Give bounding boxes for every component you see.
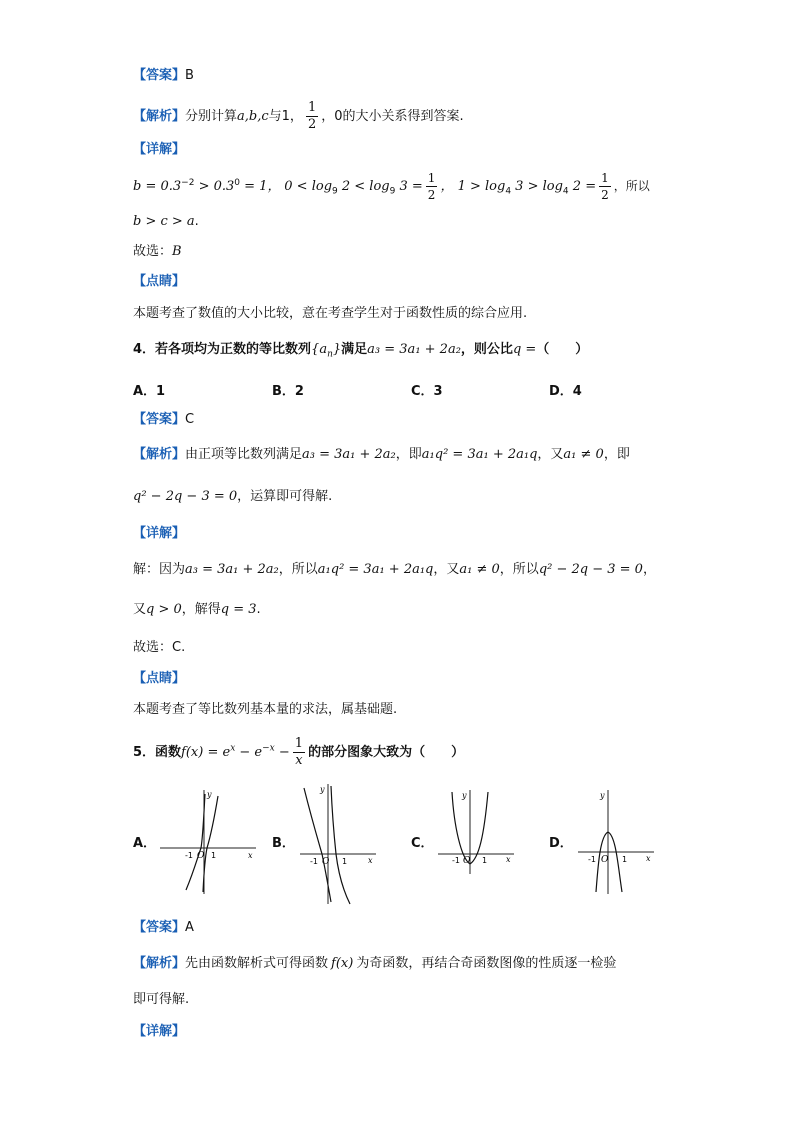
denominator: 2 (307, 117, 317, 132)
math (181, 745, 290, 760)
q5-detail-tag-line (133, 1022, 185, 1042)
fraction (599, 170, 611, 203)
q5-graph-d (576, 786, 656, 896)
math: 2 = (568, 179, 597, 194)
exponent: −2 (181, 178, 195, 188)
tick-1: 1 (211, 851, 217, 860)
numerator: 1 (307, 100, 317, 115)
math: q² − 2q − 3 = 0 (538, 562, 643, 577)
origin-label: O (601, 855, 609, 865)
tick-neg1: -1 (452, 856, 460, 865)
x-label: x (248, 851, 253, 860)
math: a₃ = 3a₁ + 2a₂ (185, 562, 279, 577)
text: 故选： (133, 244, 173, 259)
numerator: 1 (601, 171, 609, 185)
tick-neg1: -1 (185, 851, 193, 860)
q5-analysis-line2 (133, 990, 189, 1010)
q3-detail-tag-line (133, 140, 185, 160)
text: ，所以 (499, 562, 539, 577)
math: B (172, 244, 182, 259)
exponent: 0 (234, 178, 241, 188)
q5-stem (133, 736, 464, 769)
q4-detail-tag-line (133, 524, 185, 544)
text: ，所以 (613, 179, 650, 193)
q5-graph-a (158, 786, 258, 896)
text: （ ） (536, 342, 589, 357)
text: ，即 (603, 447, 630, 462)
denominator: 2 (601, 188, 609, 202)
math: q > 0 (146, 602, 182, 617)
exponent: x (230, 743, 236, 754)
tick-1: 1 (622, 855, 628, 864)
q5-option-c-label: C． (411, 836, 434, 851)
math: 3 = (395, 179, 423, 194)
q4-option-d: D．4 (549, 384, 582, 399)
tick-1: 1 (482, 856, 488, 865)
q3-comment-line (133, 304, 527, 324)
math: b > c > a (133, 214, 195, 229)
comment-tag: 【点睛】 (133, 274, 186, 289)
curve-left (186, 794, 205, 890)
subscript: 9 (389, 186, 396, 197)
comment-tag: 【点睛】 (133, 671, 186, 686)
q3-answer-line (133, 66, 194, 86)
text: ，0的大小关系得到答案. (321, 109, 464, 124)
numerator: 1 (427, 171, 436, 185)
text: 又 (133, 602, 147, 617)
text: 即可得解. (133, 992, 190, 1007)
text: ，即 (395, 447, 422, 462)
text: . (194, 214, 199, 229)
q4-comment-tag-line (133, 669, 185, 689)
math: a₁ ≠ 0 (459, 562, 500, 577)
tick-neg1: -1 (310, 857, 318, 866)
text: 解：因为 (133, 562, 186, 577)
text: 由正项等比数列满足 (185, 447, 303, 462)
text: 为奇函数，再结合奇函数图像的性质逐一检验 (356, 956, 617, 971)
text: 本题考查了数值的大小比较，意在考查学生对于函数性质的综合应用. (133, 306, 528, 321)
q4-answer-line (133, 410, 194, 430)
curve-right (331, 786, 350, 904)
math-part: {a (311, 342, 328, 357)
answer-value: B (185, 68, 194, 83)
q3-detail-line1 (133, 170, 650, 203)
text: ，运算即可得解. (237, 489, 333, 504)
text: ，又 (433, 562, 460, 577)
detail-tag: 【详解】 (133, 1024, 186, 1039)
math: a₁q² = 3a₁ + 2a₁q (317, 562, 434, 577)
fraction (293, 736, 305, 769)
q4-option-a: A．1 (133, 384, 166, 399)
math: q = 3 (220, 602, 257, 617)
origin-label: O (197, 851, 205, 861)
subscript: n (327, 349, 333, 360)
q3-comment-tag-line (133, 272, 185, 292)
detail-tag: 【详解】 (133, 526, 186, 541)
math: 2 < log (337, 179, 390, 194)
text: 4．若各项均为正数的等比数列 (133, 342, 312, 357)
q5-graph-c (436, 786, 516, 876)
math: a₁ ≠ 0 (563, 447, 604, 462)
math: a₃ = 3a₁ + 2a₂ (302, 447, 396, 462)
math-part: } (332, 342, 342, 357)
q4-option-c: C．3 (411, 384, 443, 399)
text: 5．函数 (133, 745, 182, 760)
math: q = (512, 342, 537, 357)
text: ，又 (537, 447, 564, 462)
answer-value: C (185, 412, 195, 427)
y-label: y (600, 791, 605, 800)
subscript: 4 (562, 186, 569, 197)
subscript: 9 (332, 186, 338, 197)
text: . (256, 602, 261, 617)
q3-analysis-line (133, 100, 464, 133)
math: = 1， (240, 179, 281, 194)
math: > 0.3 (194, 179, 235, 194)
q5-answer-line (133, 918, 194, 938)
origin-label: O (322, 857, 330, 867)
text: 的部分图象大致为（ ） (308, 745, 465, 760)
text: 故选：C. (133, 640, 186, 655)
text: 本题考查了等比数列基本量的求法，属基础题. (133, 702, 398, 717)
math: ， 1 > log (440, 179, 506, 194)
text: 与1， (268, 109, 303, 124)
text: 分别计算 (185, 109, 238, 124)
y-label: y (462, 791, 467, 800)
q4-option-b: B．2 (272, 384, 304, 399)
q4-analysis-line2 (133, 487, 332, 507)
answer-value: A (185, 920, 194, 935)
q5-option-a-label: A． (133, 836, 157, 851)
q5-graph-b (298, 780, 378, 906)
answer-tag: 【答案】 (133, 920, 186, 935)
x-label: x (506, 855, 511, 864)
math: b = 0.3 (133, 179, 182, 194)
analysis-tag: 【解析】 (133, 447, 186, 462)
q5-option-b-label: B． (272, 836, 295, 851)
text: 满足 (341, 342, 368, 357)
math-part: − (274, 745, 290, 760)
q5-analysis-line1 (133, 954, 616, 974)
q4-comment-line (133, 700, 397, 720)
text: ， (642, 562, 656, 577)
q4-stem (133, 340, 588, 365)
math: f(x) (331, 956, 354, 971)
denominator: 2 (427, 188, 436, 202)
q4-detail-line2 (133, 600, 261, 620)
math: a,b,c (237, 109, 269, 124)
math: a₃ = 3a₁ + 2a₂ (367, 342, 461, 357)
curve-right (203, 796, 218, 892)
q4-detail-line1 (133, 560, 656, 580)
analysis-tag: 【解析】 (133, 109, 186, 124)
y-label: y (320, 785, 325, 794)
analysis-tag: 【解析】 (133, 956, 186, 971)
q4-choose-line (133, 638, 185, 658)
x-label: x (368, 856, 373, 865)
q4-analysis-line1 (133, 445, 630, 465)
text: ，所以 (278, 562, 318, 577)
q5-option-d-label: D． (549, 836, 573, 851)
text: 先由函数解析式可得函数 (185, 956, 329, 971)
fraction (426, 170, 438, 203)
fraction (306, 100, 318, 133)
answer-tag: 【答案】 (133, 412, 186, 427)
math: q² − 2q − 3 = 0 (133, 489, 238, 504)
text: ，则公比 (460, 342, 513, 357)
math-part: − e (235, 745, 263, 760)
q3-detail-line2 (133, 212, 199, 232)
math: 3 > log (511, 179, 563, 194)
exponent: −x (262, 743, 275, 754)
text: ，解得 (181, 602, 221, 617)
numerator: 1 (294, 736, 304, 751)
tick-1: 1 (342, 857, 348, 866)
subscript: 4 (505, 186, 512, 197)
curve (596, 832, 622, 892)
q3-choose-line (133, 242, 182, 262)
answer-tag: 【答案】 (133, 68, 186, 83)
math (311, 342, 342, 360)
curve-left (304, 788, 331, 902)
origin-label: O (463, 856, 471, 866)
math-part: f(x) = e (181, 745, 231, 760)
denominator: x (295, 753, 303, 768)
y-label: y (207, 790, 212, 799)
math: 0 < log (284, 179, 333, 194)
tick-neg1: -1 (588, 855, 596, 864)
math: a₁q² = 3a₁ + 2a₁q (421, 447, 538, 462)
x-label: x (646, 854, 651, 863)
detail-tag: 【详解】 (133, 142, 186, 157)
